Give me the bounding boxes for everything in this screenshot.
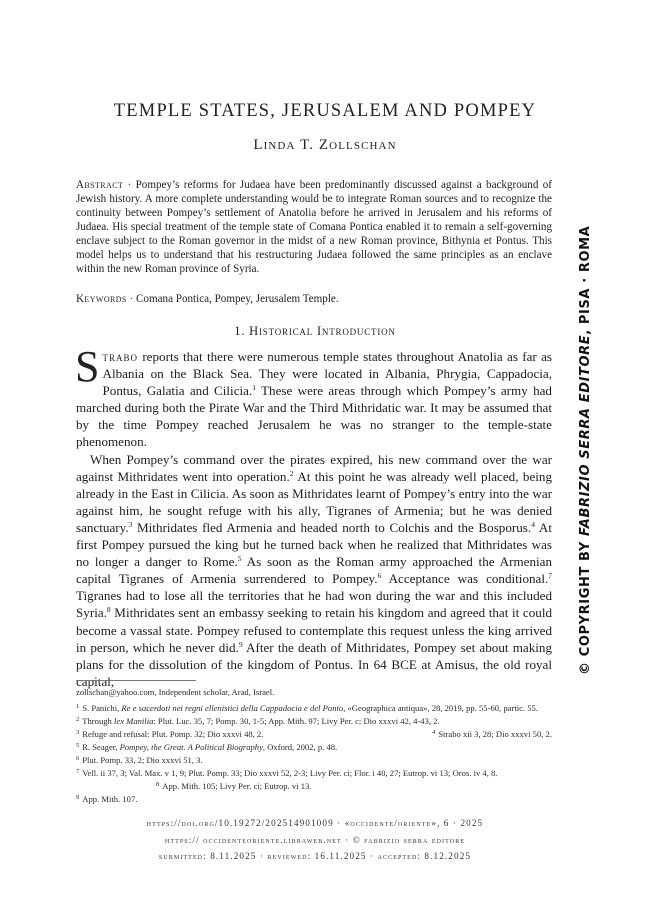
footnote-ref[interactable]: 7 — [548, 571, 553, 581]
abstract-separator: · — [123, 179, 136, 191]
footnote-ref[interactable]: 2 — [289, 468, 294, 478]
doi-line[interactable]: https://doi.org/10.19272/202514901009 · «occidente/oriente», 6 · 2025 — [146, 818, 484, 828]
text-run: When Pompey’s command over the pirates expired, his new command over the war against Mithridates went into operation. — [76, 451, 552, 484]
footnote-divider — [76, 680, 196, 681]
footnote-text: App. Mith. 107. — [82, 794, 138, 804]
footnote-text: : Plut. Luc. 35, 7; Pomp. 30, 1-5; App. Mith. 97; Livy Per. c; Dio xxxvi 42, 4-43, 2. — [153, 716, 440, 726]
footnote-text: Through — [82, 716, 114, 726]
footnote-number: 7 — [76, 768, 80, 775]
footnote-number: 8 — [156, 781, 160, 788]
footnote-3 — [76, 727, 263, 740]
footnote-ref[interactable]: 9 — [238, 639, 243, 649]
footnote-ref[interactable]: 4 — [531, 519, 535, 529]
keywords-label: Keywords — [76, 293, 127, 305]
dates-line: submitted: 8.11.2025 · reviewed: 16.11.2025 · accepted: 8.12.2025 — [158, 851, 472, 861]
footnote-ref[interactable]: 3 — [128, 519, 133, 529]
author-affiliation: zollschan@yahoo.com, Independent scholar, Arad, Israel. — [76, 687, 275, 697]
footnote-number: 6 — [76, 755, 80, 762]
section-heading: 1. Historical Introduction — [234, 324, 396, 338]
text-run: Tigranes had to lose all the territories that he had won during the war and this included Syria. — [76, 588, 552, 621]
text-run: Acceptance was conditional. — [381, 571, 549, 587]
author-name: Linda T. Zollschan — [253, 137, 397, 153]
keywords-separator: · — [126, 293, 137, 305]
copyright-notice — [578, 205, 593, 675]
footnote-8-text: App. Mith. 105; Livy Per. ci; Eutrop. vi 13. — [162, 781, 312, 791]
footnote-text: Refuge and refusal: Plut. Pomp. 32; Dio xxxvi 48, 2. — [82, 729, 264, 739]
footnote-italic: Re e sacerdoti nei regni ellenistici della Cappadocia e del Ponto — [121, 703, 344, 713]
footnote-text: Strabo xii 3, 28; Dio xxxvi 50, 2. — [438, 729, 552, 739]
footnote-number: 1 — [76, 703, 80, 710]
footnote-italic: lex Manilia — [114, 716, 154, 726]
drop-cap: S — [75, 342, 100, 391]
footnote-number: 2 — [76, 716, 80, 723]
footnote-text: , «Geographica antiqua», 28, 2019, pp. 55-60, partic. 55. — [343, 703, 538, 713]
text-run: At first Pompey pursued the king but he turned back when he realized that Mithridates was no longer a danger to Rome. — [76, 519, 552, 570]
text-run: As soon as the Roman army approached the Armenian capital Tigranes of Armenia surrendered to Pompey. — [76, 554, 552, 587]
footnote-7 — [76, 766, 552, 792]
text-run: These were areas through which Pompey’s army had marched during both the Pirate War and the Third Mithridatic war. It may be assumed that by the time Pompey reached Jerusalem he was no stranger to the temple-state phenomenon. — [76, 383, 552, 450]
text-run: Mithridates fled Armenia and headed north to Colchis and the Bosporus. — [132, 519, 532, 535]
footnote-text: Vell. ii 37, 3; Val. Max. v 1, 9; Plut. Pomp. 33; Dio xxxvi 52, 2-3; Livy Per. ci; Flor. i 40, 27; Eutrop. vi 13; Oros. iv 4, 8. — [82, 768, 498, 778]
footnote-text: , Oxford, 2002, p. 48. — [262, 742, 338, 752]
article-title: TEMPLE STATES, JERUSALEM AND POMPEY — [113, 101, 537, 121]
footnote-text: R. Seager, — [82, 742, 120, 752]
footnote-number: 9 — [76, 794, 80, 801]
footnote-text: Plut. Pomp. 33, 2; Dio xxxvi 51, 3. — [82, 755, 203, 765]
footnote-ref[interactable]: 8 — [106, 605, 111, 615]
footnote-ref[interactable]: 1 — [252, 383, 256, 393]
footnote-number: 5 — [76, 742, 80, 749]
text-run: Mithridates sent an embassy seeking to retain his kingdom and agreed that it could become a vassal state. Pompey refused to contemplate this request unless the king arrived in person, which he never did. — [76, 605, 552, 655]
footnote-row-3-4 — [76, 727, 552, 740]
footnote-ref[interactable]: 5 — [237, 554, 242, 564]
footnote-italic: Pompey, the Great. A Political Biography — [119, 742, 263, 752]
footnote-6 — [76, 753, 552, 766]
footnote-number: 4 — [432, 729, 436, 736]
footnote-text: S. Panichi, — [82, 703, 122, 713]
footnote-2 — [76, 714, 552, 727]
copyright-suffix: , PISA · ROMA — [578, 225, 593, 335]
footnotes — [76, 687, 552, 805]
footnote-1 — [76, 701, 552, 714]
text-run: After the death of Mithridates, Pompey set about making plans for the dissolution of the kingdom of Pontus. In 64 BCE at Amisus, the old royal capital, — [76, 639, 552, 689]
body-text — [75, 342, 553, 690]
first-word: trabo — [102, 349, 138, 364]
website-line[interactable]: https:// occidenteoriente.libraweb.net · © fabrizio serra editore — [164, 835, 466, 845]
paragraph-2 — [76, 451, 552, 690]
footnote-4 — [432, 727, 552, 740]
footnote-5 — [76, 740, 552, 753]
abstract-label: Abstract — [76, 179, 124, 191]
footnote-9 — [76, 792, 552, 805]
text-run: At this point he was already well placed, being already in the East in Cilicia. As soon as Mithridates learnt of Pompey’s entry into the war against him, he sought refuge with his ally, Tigranes of Armenia; but he was denied sanctuary. — [76, 468, 552, 535]
footnote-ref[interactable]: 6 — [377, 571, 382, 581]
paragraph-1 — [75, 342, 552, 451]
abstract-text: Pompey’s reforms for Judaea have been predominantly discussed against a background of Jewish history. A more complete understanding would be to integrate Roman sources and to recognize the continuity between Pompey’s settlement of Anatolia before he arrived in Jerusalem and his reforms of Judaea. His special treatment of the temple state of Comana Pontica enabled it to remain a self-governing enclave subject to the Roman governor in the midst of a new Roman province, Bithynia et Pontus. This model helps us to understand that his restructuring Judaea followed the same principles as an enclave within the new Roman province of Syria. — [76, 179, 552, 275]
text-run: reports that there were numerous temple states throughout Anatolia as far as Albania on the Black Sea. They were located in Albania, Phrygia, Cappadocia, Pontus, Galatia and Cilicia. — [102, 349, 552, 399]
keywords-text: Comana Pontica, Pompey, Jerusalem Temple. — [136, 293, 339, 305]
copyright-publisher: FABRIZIO SERRA EDITORE — [578, 334, 593, 536]
copyright-prefix: © COPYRIGHT BY — [578, 536, 593, 675]
keywords — [76, 292, 552, 306]
abstract — [76, 178, 552, 276]
footnote-number: 3 — [76, 729, 80, 736]
